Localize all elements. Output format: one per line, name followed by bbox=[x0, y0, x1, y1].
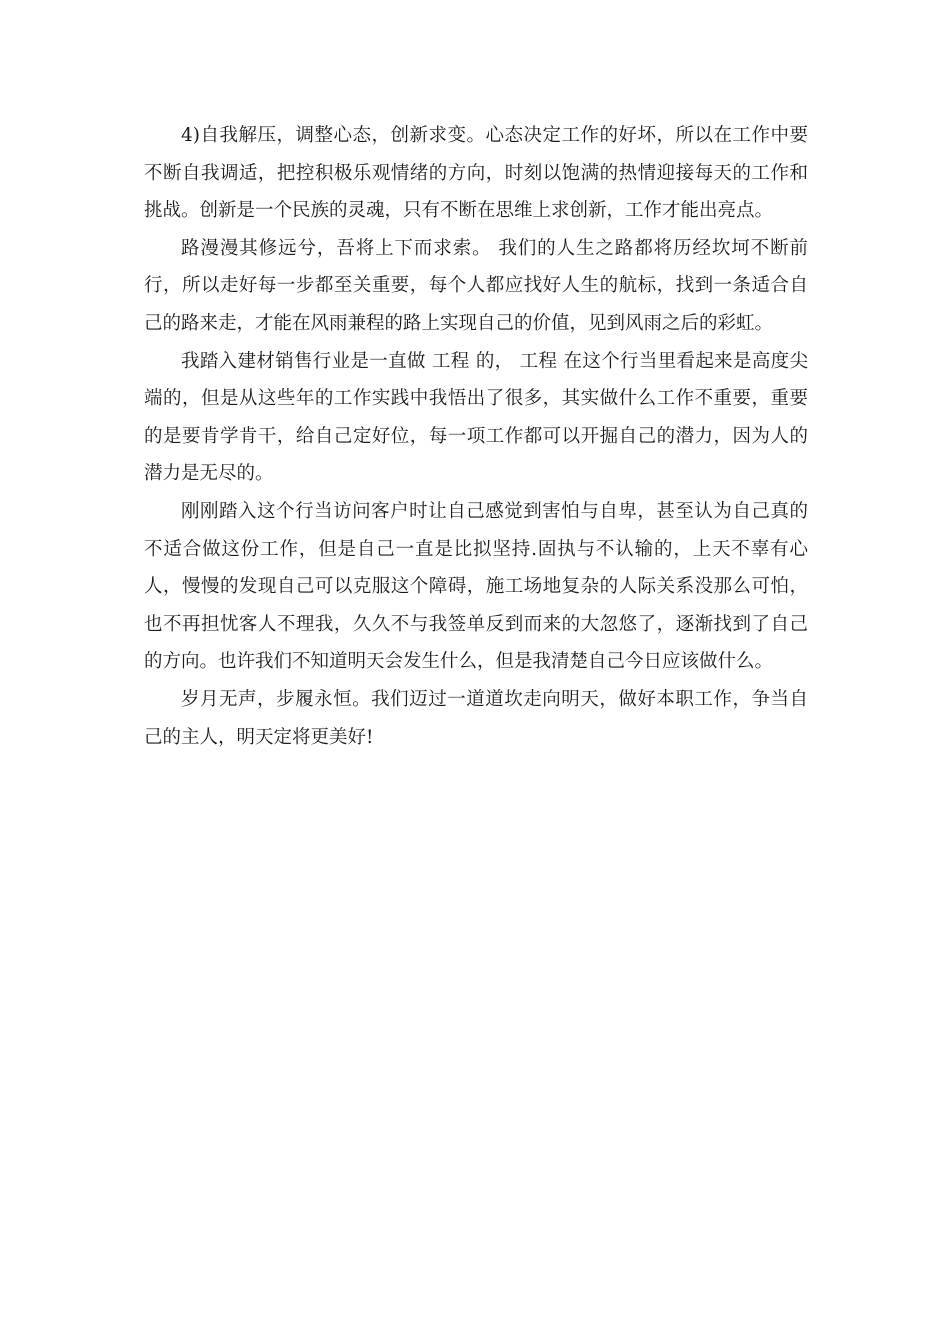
paragraph-life-path: 路漫漫其修远兮，吾将上下而求索。 我们的人生之路都将历经坎坷不断前行，所以走好每一步都至关重要，每个人都应找好人生的航标，找到一条适合自己的路来走，才能在风雨兼程的路上实现自己的价值，见到风雨之后的彩虹。 bbox=[144, 237, 808, 334]
paragraph-building-materials-sales: 我踏入建材销售行业是一直做 工程 的， 工程 在这个行当里看起来是高度尖端的，但是从这些年的工作实践中我悟出了很多，其实做什么工作不重要，重要的是要肯学肯干，给自己定好位，每一项工作都可以开掘自己的潜力，因为人的潜力是无尽的。 bbox=[144, 350, 808, 485]
paragraph-closing: 岁月无声，步履永恒。我们迈过一道道坎走向明天，做好本职工作，争当自己的主人，明天定将更美好! bbox=[144, 688, 808, 748]
document-body bbox=[144, 117, 808, 756]
paragraph-self-adjustment: 4)自我解压，调整心态，创新求变。心态决定工作的好坏，所以在工作中要不断自我调适，把控积极乐观情绪的方向，时刻以饱满的热情迎接每天的工作和挑战。创新是一个民族的灵魂，只有不断在思维上求创新，工作才能出亮点。 bbox=[144, 125, 808, 222]
paragraph-visiting-clients: 刚刚踏入这个行当访问客户时让自己感觉到害怕与自卑，甚至认为自己真的不适合做这份工作，但是自己一直是比拟坚持.固执与不认输的，上天不辜有心人，慢慢的发现自己可以克服这个障碍，施工场地复杂的人际关系没那么可怕，也不再担忧客人不理我，久久不与我签单反到而来的大忽悠了，逐渐找到了自己的方向。也许我们不知道明天会发生什么，但是我清楚自己今日应该做什么。 bbox=[144, 500, 808, 673]
